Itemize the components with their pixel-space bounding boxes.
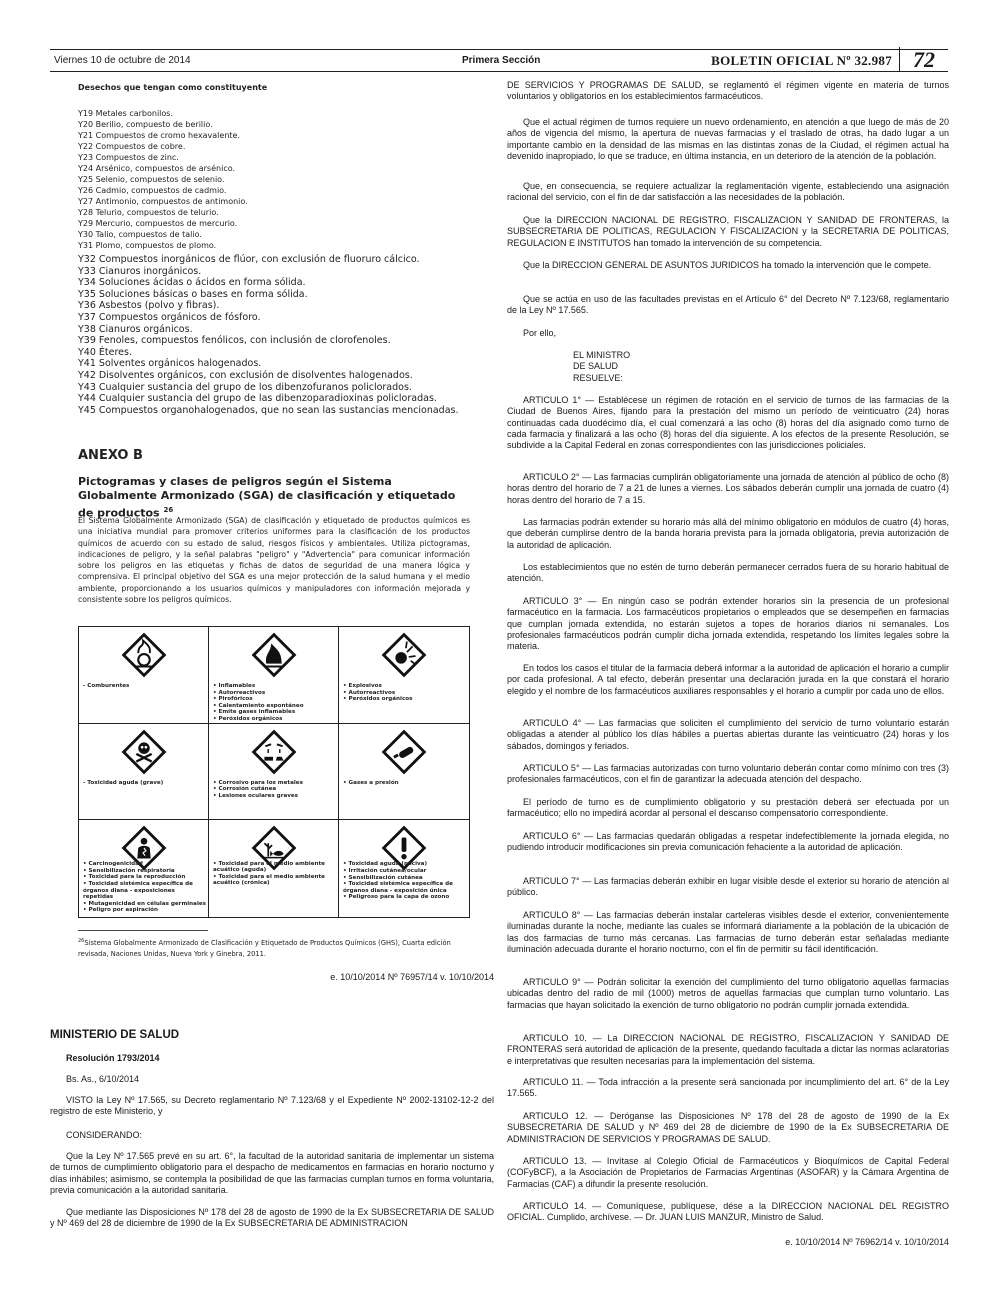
exploding-bomb-icon xyxy=(380,631,428,679)
pictogram-table xyxy=(78,626,470,918)
publication-reference: e. 10/10/2014 Nº 76957/14 v. 10/10/2014 xyxy=(330,972,494,982)
hazard-label: • Gases a presión xyxy=(343,779,399,786)
list-item: Y31 Plomo, compuestos de plomo. xyxy=(78,241,217,250)
considerando-paragraph: Que el actual régimen de turnos requiere un nuevo ordenamiento, en atención a que luego de más de 20 años de vigencia del mismo, la apertura de nuevas farmacias y el traslado de otras, ha dado lugar a un importante cambio en la densidad de las mismas en las distintas zonas de la Ciudad, el régimen actual ha devenido inapropiado, lo que se traduce, en última instancia, en un deterioro de la atención de la población. xyxy=(507,117,949,161)
hazard-label: • Toxicidad para el medio ambiente acuático (crónica) xyxy=(213,873,325,887)
flame-icon xyxy=(250,631,298,679)
list-item: Y33 Cianuros inorgánicos. xyxy=(78,265,202,277)
flame-over-circle-icon xyxy=(120,631,168,679)
hazard-label: • Autorreactivos xyxy=(213,689,266,696)
list-item: Y28 Telurio, compuestos de telurio. xyxy=(78,208,219,217)
pictogram-cell-flammables xyxy=(209,627,339,724)
article-8: ARTICULO 8° — Las farmacias deberán instalar carteleras visibles desde el exterior, convenientemente iluminadas durante la noche, mediante las cuales se informará diariamente a la población de la ubicación de las dos farmacias de turno más cercanas. Las farmacias de turno deberán estar señaladas mediante iluminación adecuada durante el horario nocturno, con el fin de permitir su fácil identificación. xyxy=(507,910,949,954)
hazard-list xyxy=(83,683,206,690)
footnote-text: Sistema Globalmente Armonizado de Clasificación y Etiquetado de Productos Químicos (GHS), Cuarta edición revisada, Naciones Unidas, Nueva York y Ginebra, 2011. xyxy=(78,939,451,959)
article-3-paragraph: En todos los casos el titular de la farmacia deberá informar a la autoridad de aplicación el horario a cumplir por cada profesional. A tal efecto, deberán presentar una declaración jurada en la que constará el horario elegido y el nombre de los farmacéuticos auxiliares responsables y el horario a cumplir por cada uno de ellos. xyxy=(507,663,949,696)
hazard-label: • Toxicidad sistémica específica de órganos diana - exposición única xyxy=(343,881,453,894)
considerando-paragraph: DE SERVICIOS Y PROGRAMAS DE SALUD, se reglamentó el régimen vigente en materia de turnos voluntarios y obligatorios en los establecimientos farmacéuticos. xyxy=(507,80,949,102)
signature-block xyxy=(573,350,630,384)
hazard-label: • Peróxidos orgánicos xyxy=(213,715,283,722)
hazard-label: • Irritación cutánea/ocular xyxy=(343,868,427,875)
annex-b-title: ANEXO B xyxy=(78,448,143,463)
signature-line: RESUELVE: xyxy=(573,372,623,383)
list-item: Y42 Disolventes orgánicos, con exclusión de disolventes halogenados. xyxy=(78,369,413,381)
list-item: Y32 Compuestos inorgánicos de flúor, con exclusión de fluoruro cálcico. xyxy=(78,254,420,265)
hazard-label: • Toxicidad sistémica específica de órganos diana - exposiciones repetidas xyxy=(83,881,193,901)
list-item: Y39 Fenoles, compuestos fenólicos, con inclusión de clorofenoles. xyxy=(78,335,391,347)
article-10: ARTICULO 10. — La DIRECCION NACIONAL DE REGISTRO, FISCALIZACION Y SANIDAD DE FRONTERAS será autoridad de aplicación de la presente, quedando facultada a dictar las normas aclaratorias e interpretativas que resulten necesarias para la implementación del sistema. xyxy=(507,1033,949,1066)
considerando-paragraph: Que la Ley Nº 17.565 prevé en su art. 6°, la facultad de la autoridad sanitaria de implementar un sistema de turnos de cumplimiento obligatorio para el despacho de medicamentos en farmacias en horario nocturno y días inhábiles; asimismo, se contempla la posibilidad de que las farmacias cumplan turnos en forma voluntaria, previa comunicación a la autoridad sanitaria. xyxy=(50,1151,494,1195)
pictogram-cell-acute-toxicity xyxy=(79,724,209,821)
hazard-label: • Autorreactivos xyxy=(343,689,396,696)
page-header xyxy=(50,49,948,72)
pictogram-cell-irritant xyxy=(339,820,469,917)
list-item: Y23 Compuestos de zinc. xyxy=(78,153,179,162)
article-9: ARTICULO 9° — Podrán solicitar la exención del cumplimiento del turno obligatorio aquellas farmacias ubicadas dentro del radio de mil (1000) metros de aquellas farmacias que cumplan turno voluntario. Las farmacias que hayan solicitado la exención de turno obligatorio no podrán cumplir jornada extendida. xyxy=(507,977,949,1010)
article-11: ARTICULO 11. — Toda infracción a la presente será sancionada por incumplimiento del art. 6° de la Ley 17.565. xyxy=(507,1077,949,1099)
hazard-label: • Calentamiento espontáneo xyxy=(213,702,304,709)
visto-paragraph: VISTO la Ley Nº 17.565, su Decreto reglamentario Nº 7.123/68 y el Expediente Nº 2002-13102-12-2 del registro de este Ministerio, y xyxy=(50,1095,494,1117)
article-5-paragraph: El período de turno es de cumplimiento obligatorio y su prestación deberá ser efectuada por un farmacéutico; ello no impedirá acordar al personal el descanso compensatorio correspondiente. xyxy=(507,797,949,819)
header-section: Primera Sección xyxy=(462,55,541,66)
hazard-label: - Comburentes xyxy=(83,683,130,689)
list-item: Y35 Soluciones básicas o bases en forma sólida. xyxy=(78,288,308,300)
place-date: Bs. As., 6/10/2014 xyxy=(66,1074,140,1084)
list-item: Y24 Arsénico, compuestos de arsénico. xyxy=(78,164,236,173)
list-item: Y20 Berilio, compuesto de berilio. xyxy=(78,120,213,129)
list-item: Y25 Selenio, compuestos de selenio. xyxy=(78,175,225,184)
list-item: Y34 Soluciones ácidas o ácidos en forma sólida. xyxy=(78,277,306,289)
left-column xyxy=(50,78,494,1258)
article-6: ARTICULO 6° — Las farmacias quedarán obligadas a respetar indefectiblemente la jornada elegida, no pudiendo introducir modificaciones sin previa comunicación fehaciente a la autoridad de aplicación. xyxy=(507,831,949,853)
hazard-label: • Carcinogenicidad xyxy=(83,861,143,868)
header-date: Viernes 10 de octubre de 2014 xyxy=(54,55,191,66)
resolution-number: Resolución 1793/2014 xyxy=(66,1053,160,1063)
list-item: Y29 Mercurio, compuestos de mercurio. xyxy=(78,219,238,228)
list-item: Y37 Compuestos orgánicos de fósforo. xyxy=(78,311,261,323)
hazard-label: • Peligroso para la capa de ozono xyxy=(343,894,450,901)
hazard-list xyxy=(343,780,467,787)
hazard-label: • Lesiones oculares graves xyxy=(213,792,298,799)
hazard-label: • Peligro por aspiración xyxy=(83,907,158,914)
hazard-list xyxy=(213,780,336,800)
article-2: ARTICULO 2° — Las farmacias cumplirán obligatoriamente una jornada de atención al público de ocho (8) horas dentro del horario de 7 a 21 de lunes a viernes. Los sábados deberán cumplir una jornada de cuatro (4) horas dentro del horario de 7 a 15. xyxy=(507,472,949,505)
sga-subtitle xyxy=(78,475,470,521)
hazard-label: • Corrosión cutánea xyxy=(213,786,277,793)
list-item: Y38 Cianuros orgánicos. xyxy=(78,323,193,335)
corrosion-icon xyxy=(250,728,298,776)
pictogram-cell-corrosives xyxy=(209,724,339,821)
list-item: Y44 Cualquier sustancia del grupo de las dibenzoparadioxinas policloradas. xyxy=(78,393,437,405)
list-item: Y43 Cualquier sustancia del grupo de los dibenzofuranos policlorados. xyxy=(78,381,412,393)
considerando-heading: CONSIDERANDO: xyxy=(66,1130,143,1140)
publication-reference: e. 10/10/2014 Nº 76962/14 v. 10/10/2014 xyxy=(785,1237,949,1247)
list-item: Y27 Antimonio, compuestos de antimonio. xyxy=(78,197,248,206)
hazard-label: • Toxicidad para la reproducción xyxy=(83,874,186,881)
skull-crossbones-icon xyxy=(120,728,168,776)
pictogram-cell-oxidizers xyxy=(79,627,209,724)
hazard-label: • Corrosivo para los metales xyxy=(213,779,303,786)
considerando-paragraph: Que, en consecuencia, se requiere actualizar la reglamentación vigente, estableciendo una asignación racional del servicio, con el fin de dar satisfacción a las necesidades de la población. xyxy=(507,181,949,203)
pictogram-cell-explosives xyxy=(339,627,469,724)
hazard-label: - Toxicidad aguda (grave) xyxy=(83,779,164,786)
signature-line: EL MINISTRO xyxy=(573,350,631,360)
hazard-list xyxy=(83,861,206,914)
article-7: ARTICULO 7° — Las farmacias deberán exhibir en lugar visible desde el exterior su horario de atención al público. xyxy=(507,876,949,898)
footnote-number: 26 xyxy=(78,938,85,944)
hazard-label: • Explosivos xyxy=(343,683,382,689)
hazard-label: • Peróxidos orgánicos xyxy=(343,696,413,703)
page-number: 72 xyxy=(899,47,948,72)
hazard-label: • Sensibilización cutánea xyxy=(343,874,423,881)
list-item: Y22 Compuestos de cobre. xyxy=(78,142,186,151)
article-13: ARTICULO 13. — Invítase al Colegio Oficial de Farmacéuticos y Bioquímicos de Capital Federal (COFyBCF), a la Asociación de Propietarios de Farmacias Argentinas (ASOFAR) y la Cámara Argentina de Farmacias (CAF) a difundir la presente resolución. xyxy=(507,1156,949,1189)
hazard-label: • Mutagenicidad en células germinales xyxy=(83,900,206,907)
considerando-paragraph: Que mediante las Disposiciones Nº 178 del 28 de agosto de 1990 de la Ex SUBSECRETARIA DE SALUD y Nº 469 del 28 de diciembre de 1990 de la Ex SUBSECRETARIA DE ADMINISTRACION xyxy=(50,1207,494,1229)
footnote-divider xyxy=(78,930,208,931)
article-12: ARTICULO 12. — Deróganse las Disposiciones Nº 178 del 28 de agosto de 1990 de la Ex SUBSECRETARIA DE SALUD y Nº 469 del 28 de diciembre de 1990 de la Ex SUBSECRETARIA DE ADMINISTRACION DE SERVICIOS Y PROGRAMAS DE SALUD. xyxy=(507,1111,949,1144)
sga-subtitle-text: Pictogramas y clases de peligros según el Sistema Globalmente Armonizado (SGA) de clasificación y etiquetado de productos xyxy=(78,475,456,520)
pictogram-cell-gases xyxy=(339,724,469,821)
footnote-marker: 26 xyxy=(163,506,174,514)
por-ello: Por ello, xyxy=(523,328,557,338)
hazard-list xyxy=(213,683,336,723)
list-item: Y19 Metales carbonilos. xyxy=(78,109,174,118)
considerando-paragraph: Que la DIRECCION NACIONAL DE REGISTRO, FISCALIZACION Y SANIDAD DE FRONTERAS, la SUBSECRETARIA DE POLITICAS, REGULACION Y FISCALIZACION y la SECRETARIA DE POLITICAS, REGULACION E INSTITUTOS han tomado la intervención de su competencia. xyxy=(507,215,949,248)
waste-list-small xyxy=(78,108,248,251)
right-column xyxy=(507,80,949,1260)
sga-intro: El Sistema Globalmente Armonizado (SGA) de clasificación y etiquetado de productos químicos es una iniciativa mundial para promover criterios uniformes para la clasificación de los productos químicos de acuerdo con su estado de salud, riesgos físicos y ambientales. Utiliza pictogramas, indicaciones de peligro, y la señal palabras "peligro" y "Advertencia" para comunicar información sobre los peligros en las etiquetas y fichas de datos de seguridad de una manera lógica y comprensiva. El principal objetivo del SGA es una mejor protección de la salud humana y el medio ambiente, proporcionando a los usuarios químicos y manipuladores con información mejorada y consistente sobre los peligros químicos. xyxy=(78,516,470,605)
article-3: ARTICULO 3° — En ningún caso se podrán extender horarios sin la presencia de un profesional farmacéutico en la farmacia. Los farmacéuticos propietarios o empleados que se desempeñen en farmacias que cumplan jornada extendida, no estarán sujetos a topes de horarios diarios ni semanales. Los profesionales farmacéuticos podrán cumplir dicha jornada extendida, respetando los límites legales sobre la materia. xyxy=(507,596,949,652)
header-bulletin-number: BOLETIN OFICIAL Nº 32.987 xyxy=(711,53,892,68)
hazard-label: • Toxicidad para el medio ambiente acuático (aguda) xyxy=(213,860,325,874)
hazard-list xyxy=(343,683,467,703)
hazard-label: • Inflamables xyxy=(213,683,256,689)
footnote xyxy=(78,936,470,960)
hazard-list xyxy=(213,861,336,887)
article-1: ARTICULO 1° — Establécese un régimen de rotación en el servicio de turnos de las farmacias de la Ciudad de Buenos Aires, fijando para la prestación del mismo un período de veinticuatro (24) horas continuadas cada duodécimo día, el cual comenzará a las ocho (8) horas del día asignado como turno de cada farmacia y finalizará a las ocho (8) horas del día siguiente. A los efectos de la presente Resolución, se subdivide a la Capital Federal en zonas correspondientes con las jurisdicciones policiales. xyxy=(507,395,949,451)
article-5: ARTICULO 5° — Las farmacias autorizadas con turno voluntario deberán contar como mínimo con tres (3) profesionales farmacéuticos, con el fin de garantizar la adecuada atención del despacho. xyxy=(507,763,949,785)
hazard-label: • Toxicidad aguda (nociva) xyxy=(343,861,428,868)
waste-list-large xyxy=(78,254,459,416)
list-item: Y21 Compuestos de cromo hexavalente. xyxy=(78,131,240,140)
signature-line: DE SALUD xyxy=(573,361,619,372)
hazard-list xyxy=(83,780,206,787)
article-14: ARTICULO 14. — Comuníquese, publíquese, dése a la DIRECCION NACIONAL DEL REGISTRO OFICIAL. Cumplido, archívese. — Dr. JUAN LUIS MANZUR, Ministro de Salud. xyxy=(507,1201,949,1223)
list-item: Y26 Cadmio, compuestos de cadmio. xyxy=(78,186,227,195)
list-item: Y30 Talio, compuestos de talio. xyxy=(78,230,202,239)
list-item: Y40 Éteres. xyxy=(78,346,132,358)
list-item: Y41 Solventes orgánicos halogenados. xyxy=(78,358,262,370)
annex-a-title: Desechos que tengan como constituyente xyxy=(78,83,268,92)
hazard-label: • Sensibilización respiratoria xyxy=(83,867,175,874)
considerando-paragraph: Que se actúa en uso de las facultades previstas en el Artículo 6° del Decreto Nº 7.123/68, reglamentario de la Ley Nº 17.565. xyxy=(507,294,949,316)
considerando-paragraph: Que la DIRECCION GENERAL DE ASUNTOS JURIDICOS ha tomado la intervención que le compete. xyxy=(523,260,932,270)
gas-cylinder-icon xyxy=(380,728,428,776)
hazard-list xyxy=(343,861,467,901)
pictogram-cell-health-hazard xyxy=(79,820,209,917)
article-2-paragraph: Los establecimientos que no estén de turno deberán permanecer cerrados fuera de su horario habitual de atención. xyxy=(507,562,949,584)
list-item: Y36 Asbestos (polvo y fibras). xyxy=(78,300,220,312)
article-2-paragraph: Las farmacias podrán extender su horario más allá del mínimo obligatorio en módulos de cuatro (4) horas, que deberán cumplirse dentro de la banda horaria prevista para la jornada obligatoria, previa autorización de la autoridad de aplicación. xyxy=(507,517,949,550)
list-item: Y45 Compuestos organohalogenados, que no sean las sustancias mencionadas. xyxy=(78,404,459,416)
pictogram-cell-environment xyxy=(209,820,339,917)
article-4: ARTICULO 4° — Las farmacias que soliciten el cumplimiento del servicio de turno voluntario estarán obligadas a atender al público los días hábiles a puertas abiertas durante las veinticuatro (24) horas y los sábados, domingos y feriados. xyxy=(507,718,949,751)
hazard-label: • Emite gases inflamables xyxy=(213,709,296,716)
ministry-heading: MINISTERIO DE SALUD xyxy=(50,1029,180,1041)
hazard-label: • Pirofóricos xyxy=(213,696,253,703)
